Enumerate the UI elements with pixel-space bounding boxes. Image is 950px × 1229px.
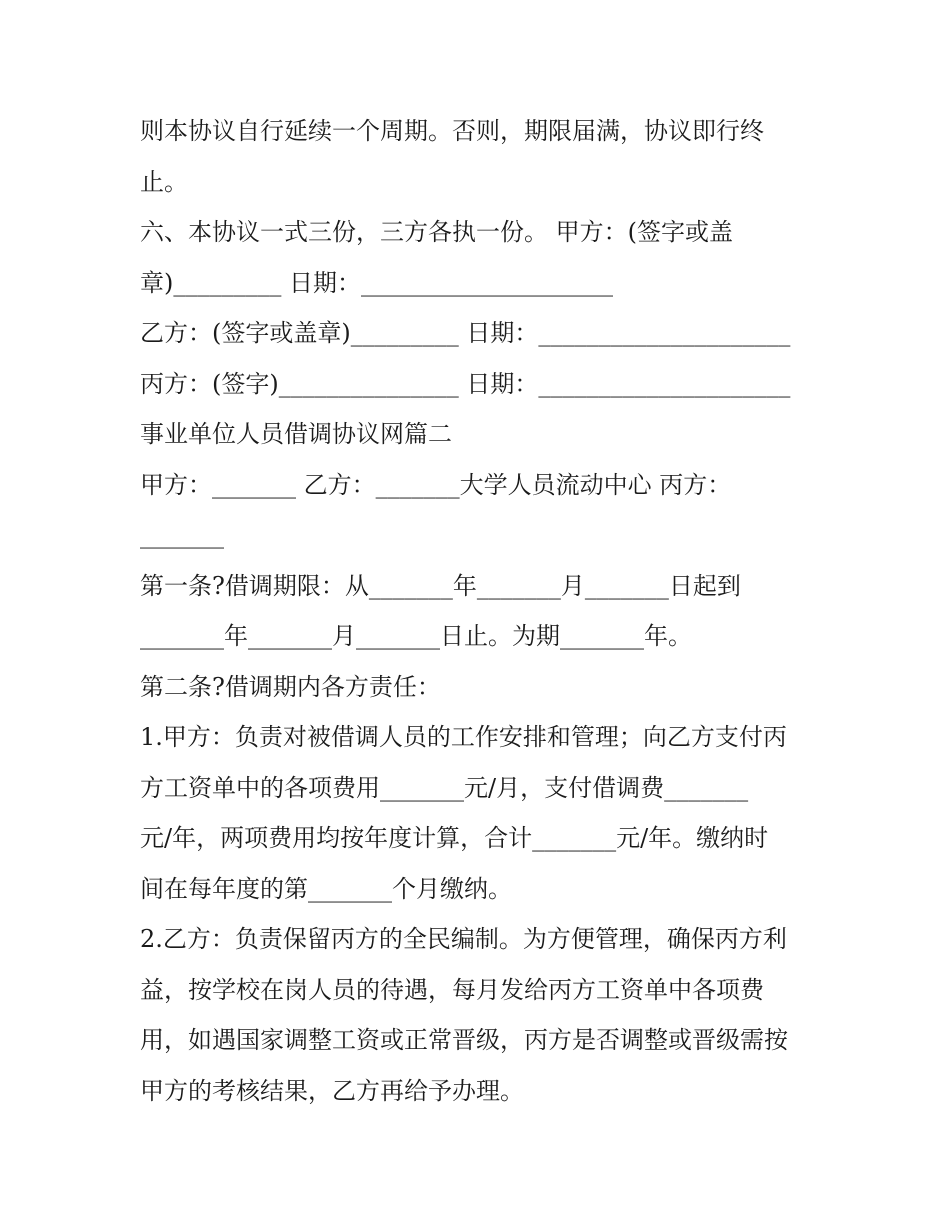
text-line: 甲方的考核结果，乙方再给予办理。: [140, 1076, 524, 1105]
text-line: 第一条?借调期限：从_______年_______月_______日起到: [140, 571, 741, 600]
text-line: 丙方：(签字)_______________ 日期：_____________________: [140, 369, 791, 398]
document-body: [140, 106, 820, 1116]
text-line: 1.甲方：负责对被借调人员的工作安排和管理；向乙方支付丙: [140, 723, 787, 751]
text-line: 用，如遇国家调整工资或正常晋级，丙方是否调整或晋级需按: [140, 1026, 788, 1054]
text-line: 乙方：(签字或盖章)_________ 日期：_____________________: [140, 319, 791, 347]
text-line: 益，按学校在岗人员的待遇，每月发给丙方工资单中各项费: [140, 975, 764, 1004]
text-line: 章)_________ 日期：_____________________: [140, 268, 613, 297]
text-line: 方工资单中的各项费用_______元/月，支付借调费_______: [140, 773, 749, 802]
text-line: _______年_______月_______日止。为期_______年。: [140, 622, 692, 650]
text-line: 止。: [140, 167, 188, 196]
text-line: 2.乙方：负责保留丙方的全民编制。为方便管理，确保丙方利: [140, 925, 787, 953]
text-line: 六、本协议一式三份，三方各执一份。 甲方：(签字或盖: [140, 218, 733, 246]
section-heading: 事业单位人员借调协议网篇二: [140, 420, 452, 448]
text-line: 则本协议自行延续一个周期。否则，期限届满，协议即行终: [140, 117, 764, 145]
text-line: 甲方：_______ 乙方：_______大学人员流动中心 丙方：: [140, 470, 732, 499]
text-line: 第二条?借调期内各方责任：: [140, 672, 441, 701]
text-line: 间在每年度的第_______个月缴纳。: [140, 874, 512, 903]
text-line: _______: [140, 521, 224, 549]
text-line: 元/年，两项费用均按年度计算，合计_______元/年。缴纳时: [140, 824, 769, 852]
